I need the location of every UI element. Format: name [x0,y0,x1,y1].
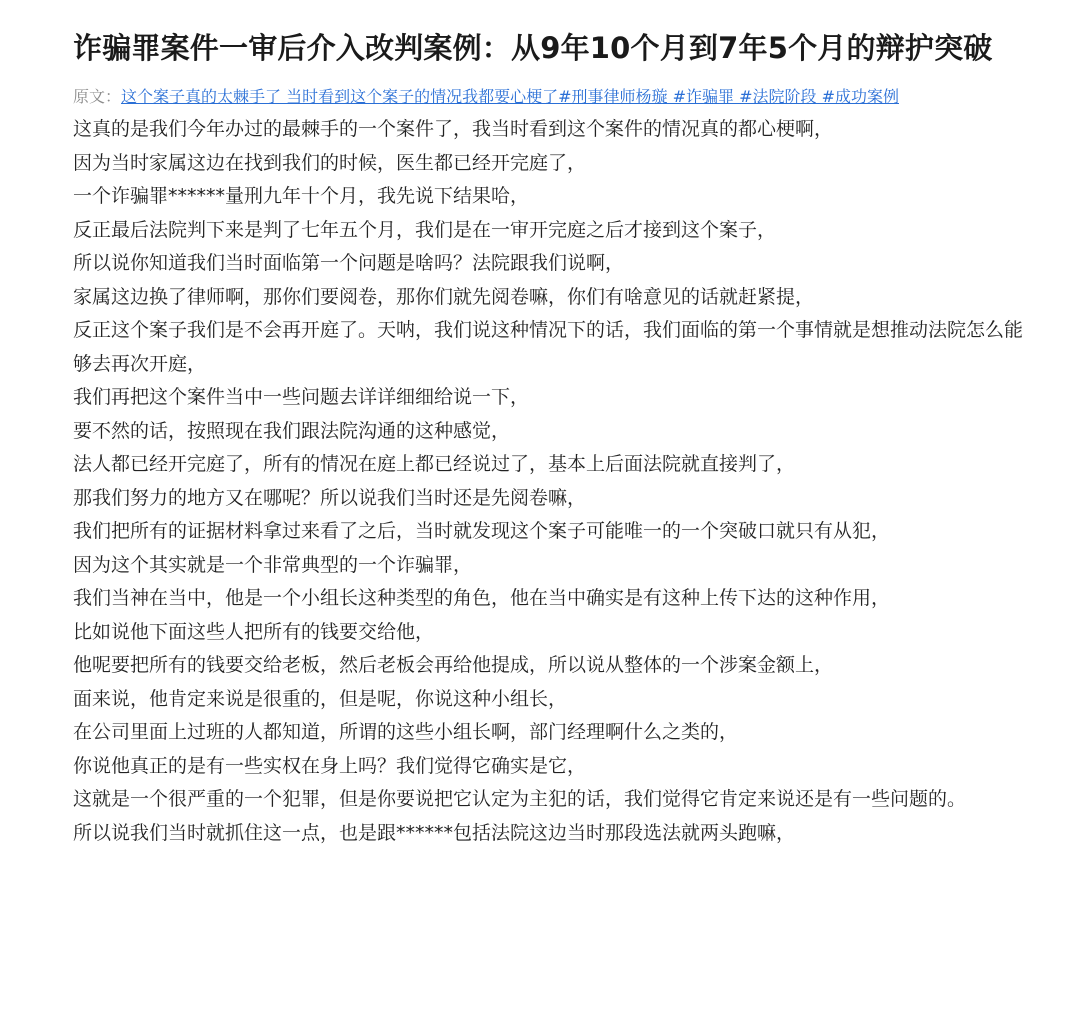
source-label: 原文： [73,87,122,106]
paragraph: 所以说我们当时就抓住这一点，也是跟******包括法院这边当时那段选法就两头跑嘛， [73,821,796,844]
source-link[interactable]: 这个案子真的太棘手了 当时看到这个案子的情况我都要心梗了#刑事律师杨璇 #诈骗罪 #法院阶段 #成功案例 [121,87,899,106]
paragraph: 法人都已经开完庭了，所有的情况在庭上都已经说过了，基本上后面法院就直接判了， [73,453,796,475]
paragraph: 一个诈骗罪******量刑九年十个月，我先说下结果哈， [73,185,530,207]
paragraph: 家属这边换了律师啊，那你们要阅卷，那你们就先阅卷嘛，你们有啥意见的话就赶紧提， [73,285,815,308]
paragraph: 要不然的话，按照现在我们跟法院沟通的这种感觉， [73,419,511,442]
paragraph: 他呢要把所有的钱要交给老板，然后老板会再给他提成，所以说从整体的一个涉案金额上， [73,654,834,676]
article-title: 诈骗罪案件一审后介入改判案例：从9年10个月到7年5个月的辩护突破 [73,31,993,65]
paragraph: 那我们努力的地方又在哪呢？所以说我们当时还是先阅卷嘛， [73,486,587,509]
article [73,26,1023,850]
paragraph: 因为这个其实就是一个非常典型的一个诈骗罪， [73,553,473,576]
paragraph: 你说他真正的是有一些实权在身上吗？我们觉得它确实是它， [73,754,587,777]
paragraph: 因为当时家属这边在找到我们的时候，医生都已经开完庭了， [73,151,587,174]
source-line [73,85,1023,109]
paragraph: 比如说他下面这些人把所有的钱要交给他， [73,620,435,643]
paragraph: 在公司里面上过班的人都知道，所谓的这些小组长啊，部门经理啊什么之类的， [73,721,739,743]
paragraph: 我们再把这个案件当中一些问题去详详细细给说一下， [73,386,530,408]
paragraph: 反正这个案子我们是不会再开庭了。天呐，我们说这种情况下的话，我们面临的第一个事情就是想推动法院怎么能够去再次开庭， [73,319,1024,375]
paragraph: 反正最后法院判下来是判了七年五个月，我们是在一审开完庭之后才接到这个案子， [73,218,777,241]
paragraph: 这就是一个很严重的一个犯罪，但是你要说把它认定为主犯的话，我们觉得它肯定来说还是有一些问题的。 [73,788,967,810]
paragraph: 我们把所有的证据材料拿过来看了之后，当时就发现这个案子可能唯一的一个突破口就只有从犯， [73,520,891,542]
paragraph: 面来说，他肯定来说是很重的，但是呢，你说这种小组长， [73,687,568,710]
paragraph: 所以说你知道我们当时面临第一个问题是啥吗？法院跟我们说啊， [73,252,625,274]
paragraph: 我们当神在当中，他是一个小组长这种类型的角色，他在当中确实是有这种上传下达的这种作用， [73,587,891,609]
article-body [73,113,1023,850]
paragraph: 这真的是我们今年办过的最棘手的一个案件了，我当时看到这个案件的情况真的都心梗啊， [73,118,834,140]
